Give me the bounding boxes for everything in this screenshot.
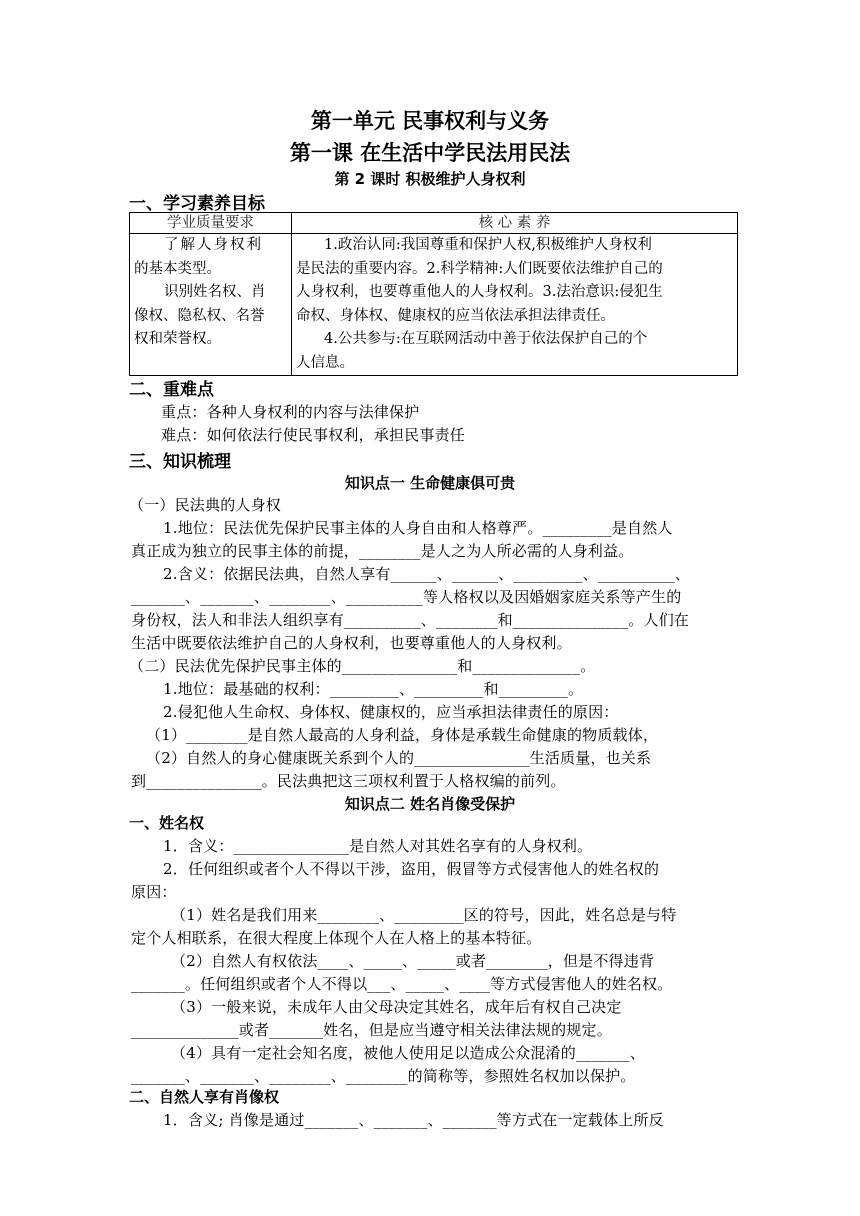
quality-line: 的基本类型。 [134,260,221,277]
kp1-line: （二）民法优先保护民事主体的_______________和______________。 [129,657,596,675]
kp1-line: 1.地位：民法优先保护民事主体的人身自由和人格尊严。_________是自然人 [163,519,673,537]
literacy-cell [292,234,738,376]
section-learning-goals-title: 一、学习素养目标 [129,194,265,214]
kp2-line: （4）具有一定社会知名度，被他人使用足以造成公众混淆的_______、 [171,1044,646,1062]
unit-title: 第一单元 民事权利与义务 [310,109,550,133]
period-title: 第 2 课时 积极维护人身权利 [334,170,526,188]
lesson-title: 第一课 在生活中学民法用民法 [289,141,571,165]
kp1-line: 1.地位：最基础的权利：_________、_________和_________。 [163,680,584,698]
kp2-line: （3）一般来说，未成年人由父母决定其姓名，成年后有权自己决定 [171,998,622,1016]
kp2-line: （1）姓名是我们用来________、_________区的符号，因此，姓名总是与特 [171,906,677,924]
goals-table [129,212,738,376]
kp2-line: ______________或者_______姓名，但是应当遵守相关法律法规的规定。 [131,1021,612,1039]
literacy-line: 1.政治认同:我国尊重和保护人权,积极维护人身权利 [324,237,652,253]
difficult-point-text: 难点：如何依法行使民事权利，承担民事责任 [161,426,466,444]
kp1-line: 2.含义：依据民法典，自然人享有______、______、_________、__________、 [163,565,691,583]
portrait-line: 1．含义; 肖像是通过_______、_______、_______等方式在一定载体上所反 [163,1111,664,1129]
literacy-line: 人身权利，也要尊重他人的人身权利。3.法治意识:侵犯生 [296,284,663,300]
name-right-title: 一、姓名权 [129,814,205,832]
literacy-line: 命权、身体权、健康权的应当依法承担法律责任。 [296,307,615,324]
kp1-line: 真正成为独立的民事主体的前提，________是人之为人所必需的人身利益。 [131,542,634,560]
key-point-text: 重点：各种人身权利的内容与法律保护 [161,403,420,421]
kp1-line: 到_______________。民法典把这三项权利置于人格权编的前列。 [131,772,566,790]
kp2-line: _______、_______、________、________的简称等，参照姓名权加以保护。 [131,1067,636,1085]
kp2-line: 2．任何组织或者个人不得以干涉，盗用，假冒等方式侵害他人的姓名权的 [163,860,660,878]
kp1-line: （一）民法典的人身权 [129,496,282,514]
kp2-line: 定个人相联系，在很大程度上体现个人在人格上的基本特征。 [131,929,542,947]
kp1-line: （2）自然人的身心健康既关系到个人的_______________生活质量，也关系 [146,749,652,767]
kp2-line: 1．含义：_______________是自然人对其姓名享有的人身权利。 [163,837,593,855]
quality-line: 识别姓名权、肖 [164,284,266,300]
table-header-literacy: 核 心 素 养 [292,213,738,234]
quality-line: 像权、隐私权、名誉 [134,307,265,324]
knowledge-point-2-title: 知识点二 姓名肖像受保护 [344,795,516,813]
portrait-right-title: 二、自然人享有肖像权 [129,1088,280,1106]
kp1-line: 2.侵犯他人生命权、身体权、健康权的，应当承担法律责任的原因： [163,703,619,721]
kp1-line: （1）________是自然人最高的人身利益，身体是承载生命健康的物质载体， [146,726,659,744]
kp2-line: _______。任何组织或者个人不得以___、_____、____等方式侵害他人的姓名权。 [131,975,673,993]
section-knowledge-title: 三、知识梳理 [129,452,231,472]
literacy-line: 人信息。 [296,354,354,371]
literacy-line: 是民法的重要内容。2.科学精神:人们既要依法维护自己的 [296,260,663,277]
section-key-points-title: 二、重难点 [129,380,214,400]
table-header-quality: 学业质量要求 [130,213,292,234]
kp1-line: _______、_______、________、__________等人格权以及因婚姻家庭关系等产生的 [131,588,682,606]
quality-cell [130,234,292,376]
quality-line: 权和荣誉权。 [134,331,221,347]
knowledge-point-1-title: 知识点一 生命健康俱可贵 [344,474,516,492]
quality-line: 了解人身权利 [164,237,263,253]
literacy-line: 4.公共参与:在互联网活动中善于依法保护自己的个 [324,331,648,347]
kp1-line: 生活中既要依法维护自己的人身权利，也要尊重他人的人身权利。 [131,634,572,652]
kp1-line: 身份权，法人和非法人组织享有__________、________和_______________。人们在 [131,611,690,629]
kp2-line: 原因： [131,883,177,901]
kp2-line: （2）自然人有权依法____、_____、_____或者________，但是不得违背 [171,952,655,970]
